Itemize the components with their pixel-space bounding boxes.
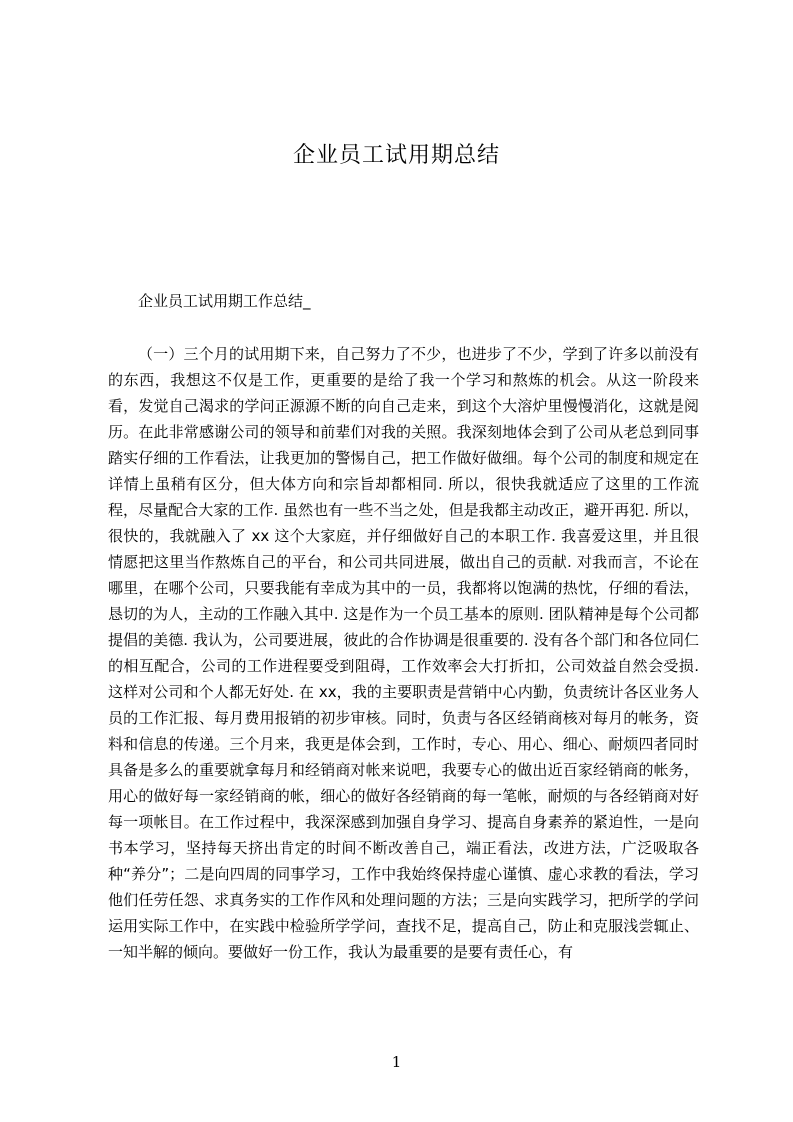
- section-heading: 企业员工试用期工作总结_: [138, 292, 311, 310]
- page-number: 1: [391, 1053, 402, 1071]
- page-title: 企业员工试用期总结: [292, 143, 500, 168]
- body-paragraph: （一）三个月的试用期下来，自己努力了不少，也进步了不少，学到了许多以前没有的东西，我想这不仅是工作，更重要的是给了我一个学习和熬炼的机会。从这一阶段来看，发觉自己渴求的学问正源源不断的向自己走来，到这个大溶炉里慢慢消化，这就是阅历。在此非常感谢公司的领导和前辈们对我的关照。我深刻地体会到了公司从老总到同事踏实仔细的工作看法，让我更加的警惕自己，把工作做好做细。每个公司的制度和规定在详情上虽稍有区分，但大体方向和宗旨却都相同. 所以，很快我就适应了这里的工作流程，尽量配合大家的工作. 虽然也有一些不当之处，但是我都主动改正，避开再犯. 所以，很快的，我就融入了 xx 这个大家庭，并仔细做好自己的本职工作. 我喜爱这里，并且很情愿把这里当作熬炼自己的平台，和公司共同进展，做出自己的贡献. 对我而言，不论在哪里，在哪个公司，只要我能有幸成为其中的一员，我都将以饱满的热忱，仔细的看法，恳切的为人，主动的工作融入其中. 这是作为一个员工基本的原则. 团队精神是每个公司都提倡的美德. 我认为，公司要进展，彼此的合作协调是很重要的. 没有各个部门和各位同仁的相互配合，公司的工作进程要受到阻碍，工作效率会大打折扣，公司效益自然会受损. 这样对公司和个人都无好处. 在 xx，我的主要职责是营销中心内勤，负责统计各区业务人员的工作汇报、每月费用报销的初步审核。同时，负责与各区经销商核对每月的帐务，资料和信息的传递。三个月来，我更是体会到，工作时，专心、用心、细心、耐烦四者同时具备是多么的重要就拿每月和经销商对帐来说吧，我要专心的做出近百家经销商的帐务，用心的做好每一家经销商的帐，细心的做好各经销商的每一笔帐，耐烦的与各经销商对好每一项帐目。在工作过程中，我深深感到加强自身学习、提高自身素养的紧迫性，一是向书本学习，坚持每天挤出肯定的时间不断改善自己，端正看法，改进方法，广泛吸取各种“养分”；二是向四周的同事学习，工作中我始终保持虚心谨慎、虚心求教的看法，学习他们任劳任怨、求真务实的工作作风和处理问题的方法；三是向实践学习，把所学的学问运用实际工作中，在实践中检验所学学问，查找不足，提高自己，防止和克服浅尝辄止、一知半解的倾向。要做好一份工作，我认为最重要的是要有责任心，有: [108, 345, 699, 961]
